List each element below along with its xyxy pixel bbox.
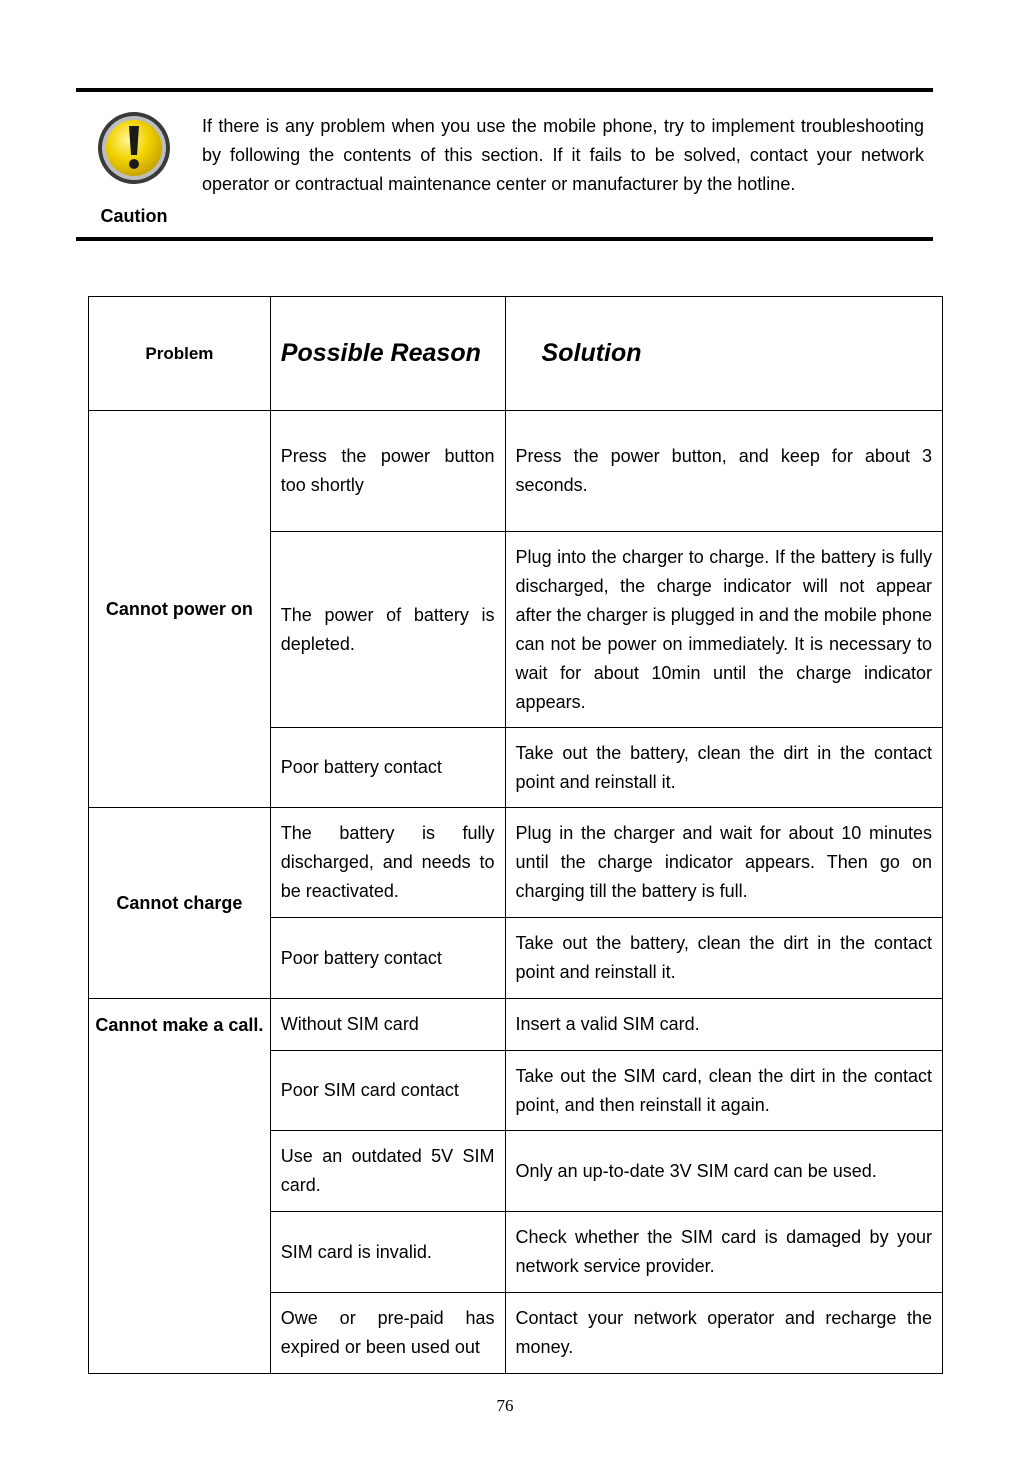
header-possible-reason: Possible Reason — [270, 297, 505, 411]
solution-cell: Take out the SIM card, clean the dirt in the contact point, and then reinstall it again. — [505, 1051, 942, 1131]
table-row — [89, 411, 943, 532]
reason-cell: Poor battery contact — [270, 728, 505, 808]
solution-cell: Plug into the charger to charge. If the battery is fully discharged, the charge indicator will not appear after the charger is plugged in and the mobile phone can not be power on immediately. It is necessary to wait for about 10min until the charge indicator appears. — [505, 532, 942, 728]
header-solution: Solution — [505, 297, 942, 411]
reason-cell: Poor SIM card contact — [270, 1051, 505, 1131]
troubleshooting-table — [88, 296, 943, 1374]
reason-cell: The power of battery is depleted. — [270, 532, 505, 728]
table-row — [89, 808, 943, 918]
reason-cell: Press the power button too shortly — [270, 411, 505, 532]
table-row — [89, 999, 943, 1051]
solution-cell: Check whether the SIM card is damaged by your network service provider. — [505, 1212, 942, 1293]
solution-cell: Press the power button, and keep for about 3 seconds. — [505, 411, 942, 532]
caution-box — [76, 88, 933, 241]
reason-cell: Use an outdated 5V SIM card. — [270, 1131, 505, 1212]
solution-cell: Plug in the charger and wait for about 10 minutes until the charge indicator appears. Then go on charging till the battery is full. — [505, 808, 942, 918]
reason-cell: Owe or pre-paid has expired or been used out — [270, 1293, 505, 1374]
solution-cell: Only an up-to-date 3V SIM card can be used. — [505, 1131, 942, 1212]
solution-cell: Take out the battery, clean the dirt in the contact point and reinstall it. — [505, 918, 942, 999]
problem-cell: Cannot power on — [89, 411, 271, 808]
warning-exclamation-icon — [94, 108, 174, 188]
reason-cell: Poor battery contact — [270, 918, 505, 999]
reason-cell: SIM card is invalid. — [270, 1212, 505, 1293]
header-problem: Problem — [89, 297, 271, 411]
solution-cell: Take out the battery, clean the dirt in the contact point and reinstall it. — [505, 728, 942, 808]
problem-cell: Cannot charge — [89, 808, 271, 999]
table-header-row — [89, 297, 943, 411]
solution-cell: Contact your network operator and recharge the money. — [505, 1293, 942, 1374]
caution-text: If there is any problem when you use the mobile phone, try to implement troubleshooting by following the contents of this section. If it fails to be solved, contact your network operator or contractual maintenance center or manufacturer by the hotline. — [202, 116, 924, 194]
reason-cell: Without SIM card — [270, 999, 505, 1051]
reason-cell: The battery is fully discharged, and needs to be reactivated. — [270, 808, 505, 918]
caution-label: Caution — [100, 206, 168, 226]
solution-cell: Insert a valid SIM card. — [505, 999, 942, 1051]
problem-cell: Cannot make a call. — [89, 999, 271, 1374]
page-number: 76 — [496, 1396, 514, 1415]
